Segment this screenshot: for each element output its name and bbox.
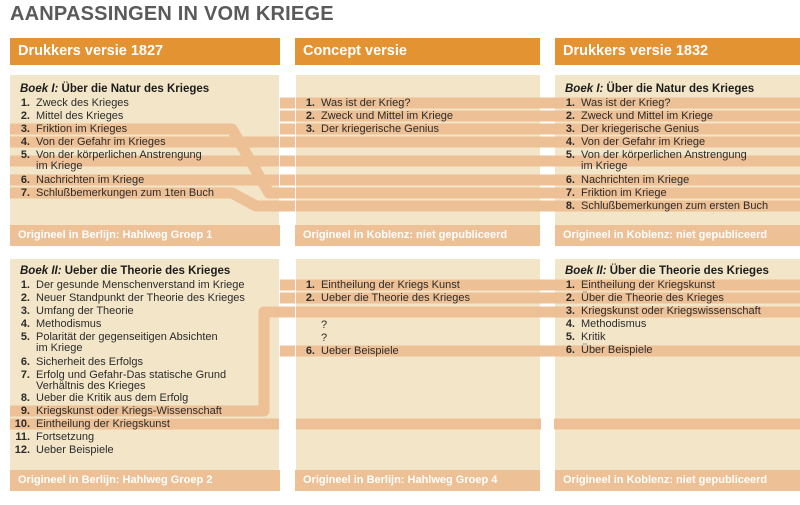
chapter-item <box>559 319 646 330</box>
chapter-number: 4. <box>565 318 575 330</box>
column-header-1827: Drukkers versie 1827 <box>10 38 280 65</box>
chapter-title: Eintheilung der Kriegs Kunst <box>321 279 460 291</box>
chapter-number: 7. <box>20 369 30 381</box>
chapter-number: 3. <box>565 123 575 135</box>
chapter-number: 7. <box>565 187 575 199</box>
footer-1827-book1: Origineel in Berlijn: Hahlweg Groep 1 <box>10 225 280 246</box>
chapter-item <box>14 280 245 291</box>
chapter-number: 11. <box>15 431 30 443</box>
chapter-title: Mittel des Krieges <box>36 110 124 122</box>
chapter-number: 4. <box>565 136 575 148</box>
chapter-number: 8. <box>565 200 575 212</box>
footer-1832-book2: Origineel in Koblenz: niet gepubliceerd <box>555 470 800 491</box>
chapter-title: Ueber Beispiele <box>36 444 114 456</box>
chapter-title: Über Beispiele <box>581 344 653 356</box>
chapter-number: 3. <box>565 305 575 317</box>
chapter-title: Zweck und Mittel im Kriege <box>321 110 454 122</box>
chapter-title: Was ist der Krieg? <box>321 97 411 109</box>
chapter-title: Der kriegerische Genius <box>321 123 439 135</box>
chapter-title: Kriegskunst oder Kriegs-Wissenschaft <box>36 405 222 417</box>
chapter-number: 3. <box>305 123 315 135</box>
chapter-title: Der kriegerische Genius <box>581 123 699 135</box>
chapter-title-continued: Verhältnis des Krieges <box>36 380 146 392</box>
chapter-title: Zweck und Mittel im Kriege <box>581 110 714 122</box>
chapter-item <box>14 150 202 172</box>
chapter-item <box>14 306 134 317</box>
chapter-number: 3. <box>20 123 30 135</box>
chapter-item <box>14 357 143 368</box>
chapter-number: 5. <box>20 149 30 161</box>
chapter-number: 6. <box>305 345 315 357</box>
chapter-item <box>559 111 713 122</box>
chapter-number: 7. <box>20 187 30 199</box>
chapter-title-continued: im Kriege <box>581 160 628 172</box>
chapter-number: 12. <box>14 444 30 456</box>
chapter-item <box>559 293 724 304</box>
chapter-item <box>559 98 670 109</box>
chapter-item <box>14 445 114 456</box>
chapter-title: Der gesunde Menschenverstand im Kriege <box>36 279 245 291</box>
chapter-item <box>299 346 399 357</box>
footer-1827-book2: Origineel in Berlijn: Hahlweg Groep 2 <box>10 470 280 491</box>
book1-heading-1832: Boek I: Über die Natur des Krieges <box>565 83 755 95</box>
chapter-title: Erfolg und Gefahr-Das statische Grund <box>36 369 227 381</box>
footer-concept-book2: Origineel in Berlijn: Hahlweg Groep 4 <box>295 470 540 491</box>
chapter-item <box>559 124 699 135</box>
chapter-title: Von der Gefahr im Kriege <box>581 136 706 148</box>
chapter-item <box>14 124 127 135</box>
chapter-item <box>299 111 453 122</box>
book2-heading-1832: Boek II: Über die Theorie des Krieges <box>565 265 769 277</box>
chapter-number: 3. <box>20 305 30 317</box>
chapter-number: 6. <box>20 356 30 368</box>
chapter-item <box>14 432 94 443</box>
chapter-item <box>14 332 218 354</box>
chapter-title: Von der körperlichen Anstrengung <box>581 149 747 161</box>
chapter-item <box>559 175 689 186</box>
chapter-item <box>14 188 214 199</box>
chapter-number: 2. <box>305 292 315 304</box>
chapter-title: Eintheilung der Kriegskunst <box>36 418 170 430</box>
chapter-title: Kriegskunst oder Kriegswissenschaft <box>581 305 761 317</box>
chapter-number: 1. <box>565 97 575 109</box>
chapter-number: 2. <box>20 292 30 304</box>
chapter-title: Ueber die Theorie des Krieges <box>321 292 470 304</box>
chapter-number: 5. <box>565 149 575 161</box>
chapter-number: 10. <box>14 418 30 430</box>
chapter-title: Nachrichten im Kriege <box>36 174 145 186</box>
chapter-number: 5. <box>565 331 575 343</box>
chapter-item <box>14 111 123 122</box>
page-title: AANPASSINGEN IN VOM KRIEGE <box>10 3 334 25</box>
chapter-item <box>559 137 705 148</box>
chapter-title: Umfang der Theorie <box>36 305 134 317</box>
chapter-title: ? <box>321 332 328 344</box>
chapter-title: Eintheilung der Kriegskunst <box>581 279 715 291</box>
chapter-title: Schlußbemerkungen zum ersten Buch <box>581 200 769 212</box>
chapter-item <box>559 345 653 356</box>
chapter-title: ? <box>321 319 328 331</box>
chapter-item <box>14 98 129 109</box>
footer-1832-book1: Origineel in Koblenz: niet gepubliceerd <box>555 225 800 246</box>
column-header-concept: Concept versie <box>295 38 540 65</box>
footer-concept-book1: Origineel in Koblenz: niet gepubliceerd <box>295 225 540 246</box>
chapter-title: Von der Gefahr im Krieges <box>36 136 166 148</box>
chapter-title: Über die Theorie des Krieges <box>581 292 724 304</box>
chapter-item <box>14 175 144 186</box>
chapter-item <box>559 280 715 291</box>
chapter-item <box>559 332 605 343</box>
chapter-item <box>299 293 470 304</box>
chapter-title: Friktion im Kriege <box>581 187 667 199</box>
chapter-title-continued: im Kriege <box>36 160 83 172</box>
chapter-item <box>559 306 761 317</box>
chapter-item <box>559 150 747 172</box>
chapter-title: Zweck des Krieges <box>36 97 129 109</box>
chapter-title: Polarität der gegenseitigen Absichten <box>36 331 218 343</box>
chapter-number: 2. <box>305 110 315 122</box>
chapter-number: 1. <box>305 97 315 109</box>
column-header-1832: Drukkers versie 1832 <box>555 38 800 65</box>
chapter-number: 6. <box>565 344 575 356</box>
book2-heading-1827: Boek II: Ueber die Theorie des Krieges <box>20 265 231 277</box>
chapter-title: Von der körperlichen Anstrengung <box>36 149 202 161</box>
chapter-item <box>299 333 327 344</box>
chapter-number: 8. <box>20 392 30 404</box>
chapter-item <box>299 124 439 135</box>
chapter-title: Kritik <box>581 331 606 343</box>
chapter-item <box>14 137 166 148</box>
chapter-item <box>14 419 170 430</box>
chapter-number: 2. <box>565 110 575 122</box>
chapter-item <box>14 319 101 330</box>
chapter-title: Was ist der Krieg? <box>581 97 671 109</box>
chapter-number: 9. <box>20 405 30 417</box>
chapter-item <box>14 393 188 404</box>
book1-heading-1827: Boek I: Über die Natur des Krieges <box>20 83 210 95</box>
chapter-title: Nachrichten im Kriege <box>581 174 690 186</box>
chapter-item <box>14 293 245 304</box>
chapter-title: Methodismus <box>581 318 647 330</box>
chapter-number: 2. <box>20 110 30 122</box>
chapter-number: 4. <box>20 136 30 148</box>
chapter-title: Friktion im Krieges <box>36 123 128 135</box>
chapter-item <box>559 201 768 212</box>
chapter-title: Methodismus <box>36 318 102 330</box>
chapter-number: 6. <box>20 174 30 186</box>
chapter-number: 1. <box>20 279 30 291</box>
chapter-number: 1. <box>305 279 315 291</box>
chapter-title-continued: im Kriege <box>36 342 83 354</box>
chapter-title: Neuer Standpunkt der Theorie des Krieges <box>36 292 245 304</box>
chapter-item <box>299 320 327 331</box>
chapter-number: 1. <box>20 97 30 109</box>
chapter-item <box>299 98 410 109</box>
chapter-title: Schlußbemerkungen zum 1ten Buch <box>36 187 214 199</box>
chapter-item <box>299 280 460 291</box>
chapter-number: 2. <box>565 292 575 304</box>
chapter-item <box>14 370 226 392</box>
chapter-number: 5. <box>20 331 30 343</box>
chapter-title: Sicherheit des Erfolgs <box>36 356 143 368</box>
chapter-number: 6. <box>565 174 575 186</box>
chapter-number: 4. <box>20 318 30 330</box>
chapter-item <box>559 188 667 199</box>
chapter-title: Fortsetzung <box>36 431 95 443</box>
chapter-title: Ueber die Kritik aus dem Erfolg <box>36 392 189 404</box>
chapter-title: Ueber Beispiele <box>321 345 399 357</box>
chapter-item <box>14 406 222 417</box>
chapter-number: 1. <box>565 279 575 291</box>
